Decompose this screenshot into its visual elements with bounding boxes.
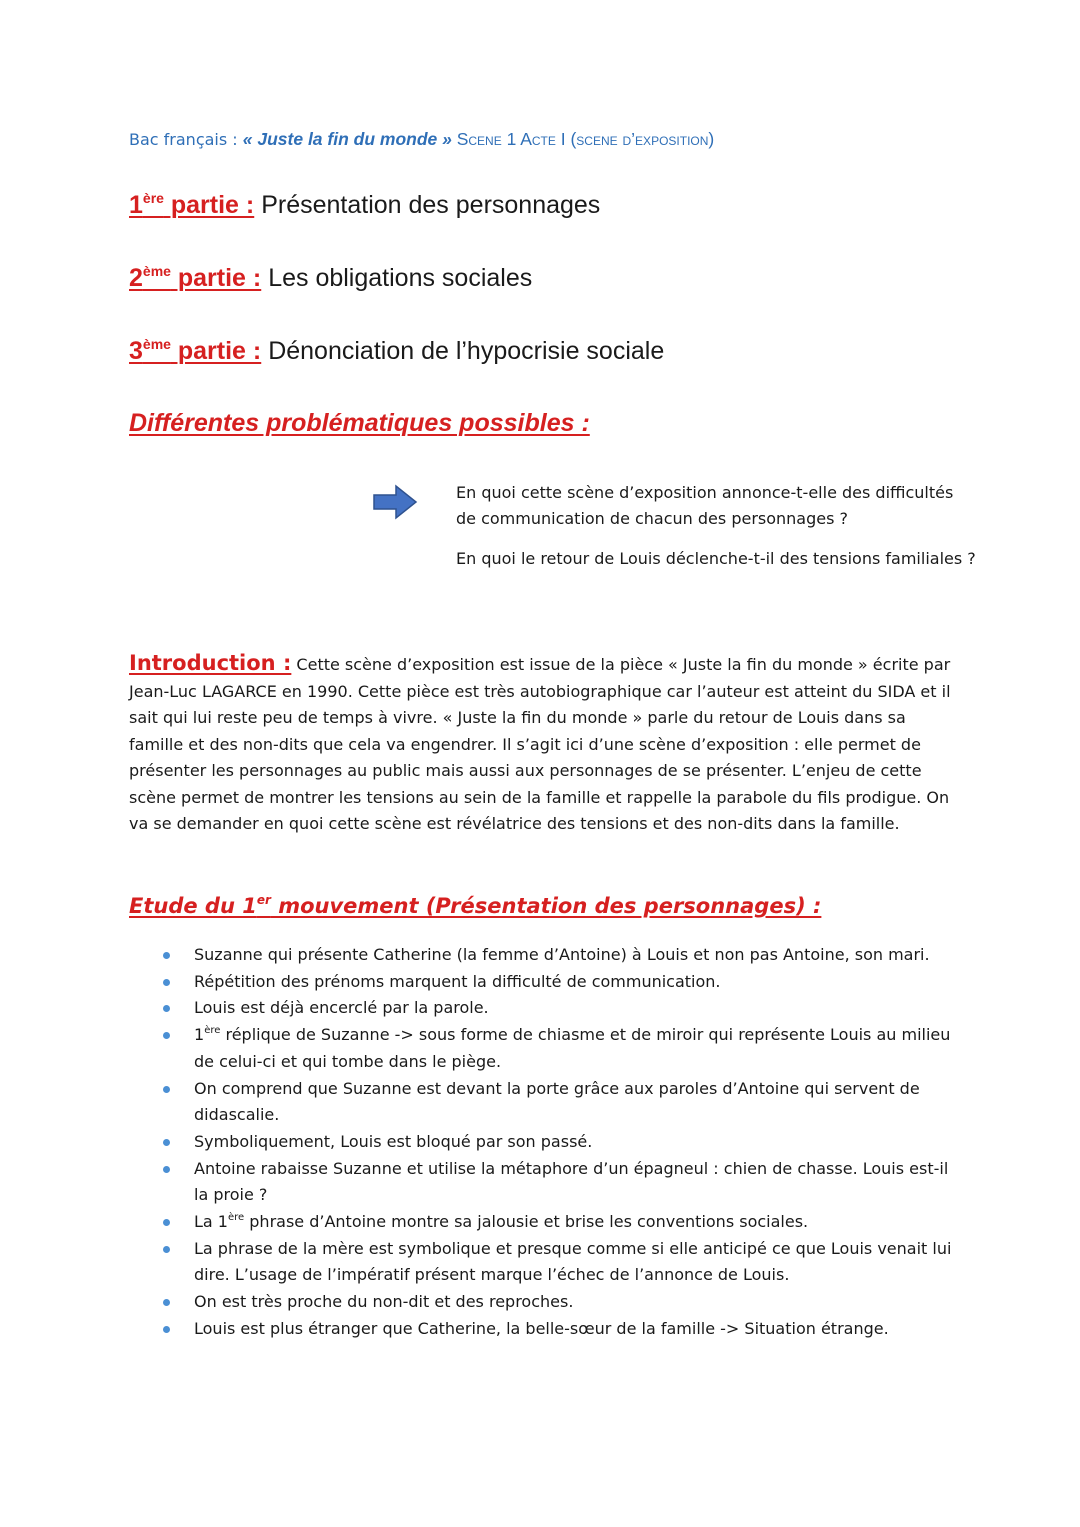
header-bac-label: Bac français :: [129, 130, 243, 149]
study-bullet-list: [160, 942, 960, 1343]
bullet-icon: [163, 952, 170, 959]
study-title: Etude du 1er mouvement (Présentation des personnages) :: [129, 893, 822, 918]
bullet-icon: [163, 1219, 170, 1226]
list-item: Répétition des prénoms marquent la difficulté de communication.: [160, 969, 960, 996]
question-2: En quoi le retour de Louis déclenche-t-il des tensions familiales ?: [456, 549, 976, 568]
list-item: Antoine rabaisse Suzanne et utilise la métaphore d’un épagneul : chien de chasse. Louis est-il la proie ?: [160, 1156, 960, 1209]
problematiques-title: Différentes problématiques possibles :: [129, 409, 590, 437]
list-item: Suzanne qui présente Catherine (la femme d’Antoine) à Louis et non pas Antoine, son mari.: [160, 942, 960, 969]
list-item: On comprend que Suzanne est devant la porte grâce aux paroles d’Antoine qui servent de didascalie.: [160, 1076, 960, 1129]
list-item: On est très proche du non-dit et des reproches.: [160, 1289, 960, 1316]
list-item: 1ère réplique de Suzanne -> sous forme de chiasme et de miroir qui représente Louis au milieu de celui-ci et qui tombe dans le piège.: [160, 1022, 960, 1075]
introduction-text: Cette scène d’exposition est issue de la pièce « Juste la fin du monde » écrite par Jean-Luc LAGARCE en 1990. Cette pièce est très autobiographique car l’auteur est atteint du SIDA et il sait qui lui reste peu de temps à vivre. « Juste la fin du monde » parle du retour de Louis dans sa famille et des non-dits que cela va engendrer. Il s’agit ici d’une scène d’exposition : elle permet de présenter les personnages au public mais aussi aux personnages de se présenter. L’enjeu de cette scène permet de montrer les tensions au sein de la famille et rappelle la parabole du fils prodigue. On va se demander en quoi cette scène est révélatrice des tensions et des non-dits dans la famille.: [129, 655, 951, 833]
header-scene-label: Scene 1 Acte I (scene d’exposition): [451, 129, 715, 149]
list-item: Symboliquement, Louis est bloqué par son passé.: [160, 1129, 960, 1156]
document-header: [129, 129, 714, 150]
bullet-icon: [163, 1299, 170, 1306]
bullet-icon: [163, 1139, 170, 1146]
right-arrow-icon: [372, 484, 418, 520]
bullet-icon: [163, 1326, 170, 1333]
part-1-label: Présentation des personnages: [261, 191, 601, 219]
list-item: Louis est déjà encerclé par la parole.: [160, 995, 960, 1022]
bullet-icon: [163, 1166, 170, 1173]
bullet-icon: [163, 1246, 170, 1253]
list-item: Louis est plus étranger que Catherine, la belle-sœur de la famille -> Situation étrange.: [160, 1316, 960, 1343]
bullet-icon: [163, 979, 170, 986]
part-3-number: 3ème partie :: [129, 336, 262, 365]
part-2-heading: [129, 263, 532, 293]
bullet-icon: [163, 1086, 170, 1093]
part-1-heading: [129, 190, 600, 220]
header-play-title: « Juste la fin du monde »: [242, 129, 452, 149]
list-item: La 1ère phrase d’Antoine montre sa jalousie et brise les conventions sociales.: [160, 1209, 960, 1236]
part-3-label: Dénonciation de l’hypocrisie sociale: [268, 337, 665, 365]
bullet-icon: [163, 1005, 170, 1012]
list-item: La phrase de la mère est symbolique et presque comme si elle anticipé ce que Louis venait lui dire. L’usage de l’impératif présent marque l’échec de l’annonce de Louis.: [160, 1236, 960, 1289]
question-1: En quoi cette scène d’exposition annonce-t-elle des difficultés de communication de chacun des personnages ?: [456, 483, 954, 528]
part-2-number: 2ème partie :: [129, 263, 262, 292]
introduction-lead: Introduction :: [129, 651, 292, 675]
part-1-number: 1ère partie :: [129, 190, 255, 219]
part-2-label: Les obligations sociales: [268, 264, 533, 292]
introduction-paragraph: [129, 650, 959, 838]
part-3-heading: [129, 336, 664, 366]
bullet-icon: [163, 1032, 170, 1039]
problematiques-questions: [456, 480, 976, 586]
